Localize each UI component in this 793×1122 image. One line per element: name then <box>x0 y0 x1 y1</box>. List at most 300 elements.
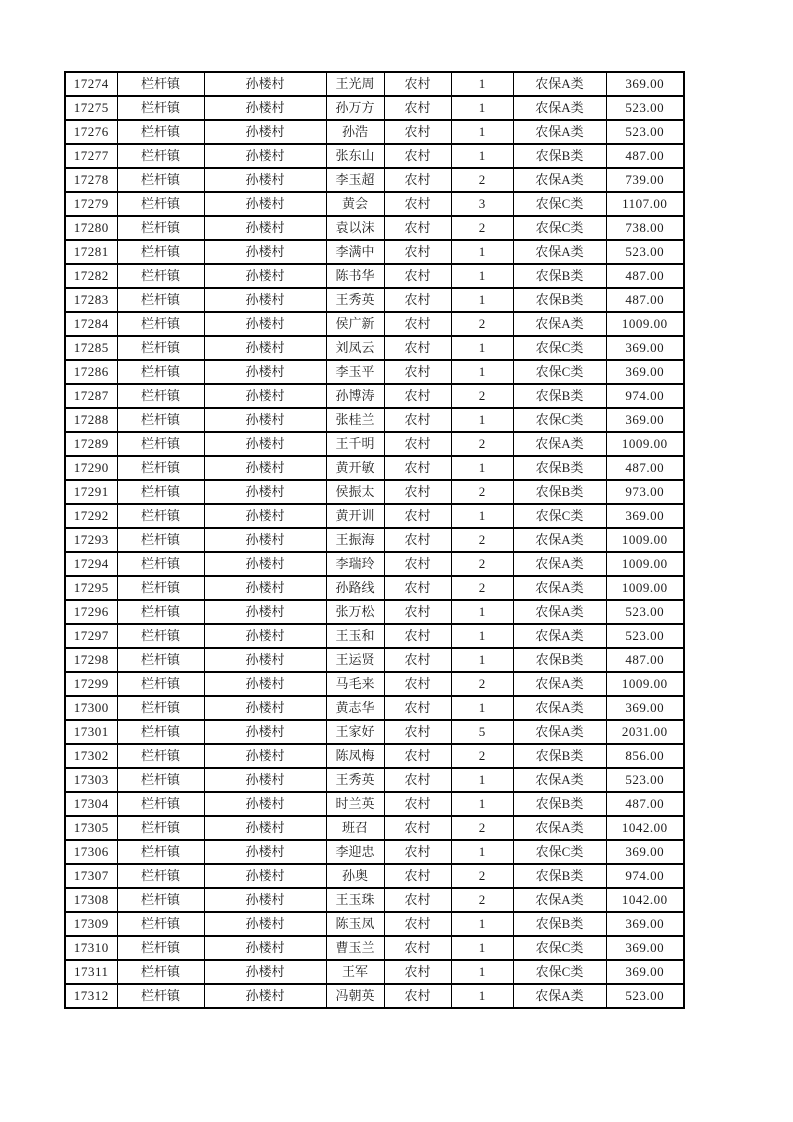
cell-record-id: 17284 <box>65 312 117 336</box>
cell-insurance-category: 农保C类 <box>513 408 606 432</box>
cell-amount: 369.00 <box>606 72 684 96</box>
cell-village: 孙楼村 <box>204 552 326 576</box>
table-row <box>65 312 684 336</box>
cell-person-name: 王秀英 <box>326 288 384 312</box>
cell-record-id: 17285 <box>65 336 117 360</box>
cell-person-count: 1 <box>451 72 513 96</box>
cell-town: 栏杆镇 <box>117 840 204 864</box>
cell-village: 孙楼村 <box>204 912 326 936</box>
cell-village: 孙楼村 <box>204 504 326 528</box>
cell-village: 孙楼村 <box>204 168 326 192</box>
table-row <box>65 888 684 912</box>
cell-village: 孙楼村 <box>204 744 326 768</box>
cell-person-count: 2 <box>451 168 513 192</box>
cell-record-id: 17309 <box>65 912 117 936</box>
cell-village: 孙楼村 <box>204 840 326 864</box>
table-row <box>65 624 684 648</box>
cell-amount: 973.00 <box>606 480 684 504</box>
cell-amount: 1009.00 <box>606 576 684 600</box>
cell-village: 孙楼村 <box>204 720 326 744</box>
table-row <box>65 936 684 960</box>
cell-residence-type: 农村 <box>384 144 451 168</box>
table-row <box>65 600 684 624</box>
cell-person-name: 袁以沫 <box>326 216 384 240</box>
cell-village: 孙楼村 <box>204 312 326 336</box>
cell-person-name: 王运贤 <box>326 648 384 672</box>
cell-person-name: 黄志华 <box>326 696 384 720</box>
cell-residence-type: 农村 <box>384 96 451 120</box>
cell-residence-type: 农村 <box>384 336 451 360</box>
cell-residence-type: 农村 <box>384 960 451 984</box>
cell-person-count: 1 <box>451 144 513 168</box>
cell-person-name: 孙奥 <box>326 864 384 888</box>
cell-record-id: 17295 <box>65 576 117 600</box>
cell-insurance-category: 农保A类 <box>513 720 606 744</box>
cell-insurance-category: 农保A类 <box>513 888 606 912</box>
cell-town: 栏杆镇 <box>117 312 204 336</box>
cell-person-name: 陈书华 <box>326 264 384 288</box>
cell-residence-type: 农村 <box>384 864 451 888</box>
cell-residence-type: 农村 <box>384 696 451 720</box>
cell-person-count: 1 <box>451 912 513 936</box>
table-row <box>65 336 684 360</box>
cell-town: 栏杆镇 <box>117 888 204 912</box>
table-row <box>65 168 684 192</box>
cell-village: 孙楼村 <box>204 384 326 408</box>
cell-village: 孙楼村 <box>204 864 326 888</box>
cell-residence-type: 农村 <box>384 72 451 96</box>
cell-person-count: 1 <box>451 792 513 816</box>
cell-village: 孙楼村 <box>204 360 326 384</box>
cell-town: 栏杆镇 <box>117 816 204 840</box>
cell-town: 栏杆镇 <box>117 360 204 384</box>
cell-person-name: 黄会 <box>326 192 384 216</box>
cell-person-count: 1 <box>451 984 513 1008</box>
cell-village: 孙楼村 <box>204 672 326 696</box>
cell-person-count: 1 <box>451 120 513 144</box>
cell-amount: 487.00 <box>606 456 684 480</box>
cell-amount: 369.00 <box>606 360 684 384</box>
table-row <box>65 696 684 720</box>
cell-person-count: 3 <box>451 192 513 216</box>
cell-town: 栏杆镇 <box>117 168 204 192</box>
cell-village: 孙楼村 <box>204 624 326 648</box>
cell-insurance-category: 农保A类 <box>513 72 606 96</box>
cell-record-id: 17277 <box>65 144 117 168</box>
cell-town: 栏杆镇 <box>117 288 204 312</box>
cell-record-id: 17290 <box>65 456 117 480</box>
cell-residence-type: 农村 <box>384 792 451 816</box>
cell-person-count: 2 <box>451 312 513 336</box>
cell-town: 栏杆镇 <box>117 552 204 576</box>
cell-insurance-category: 农保C类 <box>513 936 606 960</box>
table-row <box>65 912 684 936</box>
cell-amount: 523.00 <box>606 624 684 648</box>
cell-insurance-category: 农保A类 <box>513 552 606 576</box>
cell-town: 栏杆镇 <box>117 144 204 168</box>
cell-person-count: 2 <box>451 816 513 840</box>
cell-amount: 1009.00 <box>606 432 684 456</box>
cell-person-name: 孙浩 <box>326 120 384 144</box>
cell-person-name: 王秀英 <box>326 768 384 792</box>
cell-person-count: 2 <box>451 672 513 696</box>
cell-amount: 487.00 <box>606 792 684 816</box>
table-row <box>65 192 684 216</box>
cell-person-name: 班召 <box>326 816 384 840</box>
cell-insurance-category: 农保B类 <box>513 456 606 480</box>
cell-residence-type: 农村 <box>384 576 451 600</box>
cell-town: 栏杆镇 <box>117 240 204 264</box>
cell-village: 孙楼村 <box>204 936 326 960</box>
cell-record-id: 17283 <box>65 288 117 312</box>
cell-insurance-category: 农保C类 <box>513 336 606 360</box>
cell-record-id: 17305 <box>65 816 117 840</box>
cell-person-count: 5 <box>451 720 513 744</box>
cell-insurance-category: 农保B类 <box>513 792 606 816</box>
table-row <box>65 864 684 888</box>
cell-residence-type: 农村 <box>384 264 451 288</box>
table-row <box>65 384 684 408</box>
table-row <box>65 840 684 864</box>
table-row <box>65 576 684 600</box>
cell-record-id: 17286 <box>65 360 117 384</box>
table-row <box>65 120 684 144</box>
cell-amount: 369.00 <box>606 840 684 864</box>
table-row <box>65 264 684 288</box>
cell-insurance-category: 农保A类 <box>513 240 606 264</box>
cell-insurance-category: 农保A类 <box>513 120 606 144</box>
cell-amount: 487.00 <box>606 288 684 312</box>
cell-residence-type: 农村 <box>384 408 451 432</box>
cell-amount: 739.00 <box>606 168 684 192</box>
cell-residence-type: 农村 <box>384 936 451 960</box>
cell-amount: 1009.00 <box>606 552 684 576</box>
cell-town: 栏杆镇 <box>117 264 204 288</box>
cell-insurance-category: 农保A类 <box>513 816 606 840</box>
cell-town: 栏杆镇 <box>117 216 204 240</box>
cell-residence-type: 农村 <box>384 552 451 576</box>
cell-residence-type: 农村 <box>384 624 451 648</box>
cell-person-count: 1 <box>451 504 513 528</box>
cell-record-id: 17303 <box>65 768 117 792</box>
cell-person-count: 1 <box>451 840 513 864</box>
cell-record-id: 17312 <box>65 984 117 1008</box>
cell-person-count: 1 <box>451 696 513 720</box>
cell-residence-type: 农村 <box>384 168 451 192</box>
cell-record-id: 17291 <box>65 480 117 504</box>
cell-record-id: 17275 <box>65 96 117 120</box>
cell-amount: 487.00 <box>606 648 684 672</box>
cell-residence-type: 农村 <box>384 768 451 792</box>
cell-insurance-category: 农保B类 <box>513 864 606 888</box>
table-row <box>65 504 684 528</box>
cell-insurance-category: 农保C类 <box>513 504 606 528</box>
cell-amount: 523.00 <box>606 120 684 144</box>
cell-insurance-category: 农保B类 <box>513 912 606 936</box>
cell-person-count: 2 <box>451 528 513 552</box>
table-row <box>65 648 684 672</box>
table-row <box>65 672 684 696</box>
cell-person-count: 2 <box>451 552 513 576</box>
cell-record-id: 17308 <box>65 888 117 912</box>
table-row <box>65 480 684 504</box>
cell-person-name: 马毛来 <box>326 672 384 696</box>
cell-amount: 369.00 <box>606 408 684 432</box>
cell-insurance-category: 农保B类 <box>513 288 606 312</box>
cell-amount: 1042.00 <box>606 888 684 912</box>
cell-insurance-category: 农保C类 <box>513 192 606 216</box>
table-row <box>65 552 684 576</box>
cell-town: 栏杆镇 <box>117 192 204 216</box>
cell-record-id: 17304 <box>65 792 117 816</box>
cell-village: 孙楼村 <box>204 792 326 816</box>
cell-amount: 369.00 <box>606 504 684 528</box>
cell-village: 孙楼村 <box>204 696 326 720</box>
cell-person-name: 李玉平 <box>326 360 384 384</box>
cell-person-count: 1 <box>451 960 513 984</box>
cell-person-name: 刘凤云 <box>326 336 384 360</box>
cell-village: 孙楼村 <box>204 72 326 96</box>
cell-person-count: 2 <box>451 864 513 888</box>
cell-insurance-category: 农保A类 <box>513 696 606 720</box>
cell-record-id: 17278 <box>65 168 117 192</box>
table-row <box>65 792 684 816</box>
table-row <box>65 408 684 432</box>
cell-insurance-category: 农保A类 <box>513 312 606 336</box>
cell-amount: 1009.00 <box>606 312 684 336</box>
cell-village: 孙楼村 <box>204 192 326 216</box>
cell-record-id: 17292 <box>65 504 117 528</box>
cell-town: 栏杆镇 <box>117 936 204 960</box>
table-row <box>65 72 684 96</box>
cell-amount: 487.00 <box>606 144 684 168</box>
cell-residence-type: 农村 <box>384 288 451 312</box>
table-row <box>65 144 684 168</box>
cell-person-count: 1 <box>451 408 513 432</box>
cell-amount: 487.00 <box>606 264 684 288</box>
cell-insurance-category: 农保A类 <box>513 672 606 696</box>
cell-residence-type: 农村 <box>384 912 451 936</box>
cell-residence-type: 农村 <box>384 120 451 144</box>
cell-person-count: 1 <box>451 600 513 624</box>
cell-insurance-category: 农保C类 <box>513 840 606 864</box>
cell-person-name: 王玉和 <box>326 624 384 648</box>
table-row <box>65 960 684 984</box>
cell-person-name: 王振海 <box>326 528 384 552</box>
cell-town: 栏杆镇 <box>117 384 204 408</box>
cell-residence-type: 农村 <box>384 840 451 864</box>
cell-person-count: 2 <box>451 888 513 912</box>
cell-insurance-category: 农保A类 <box>513 96 606 120</box>
cell-amount: 1009.00 <box>606 672 684 696</box>
table-row <box>65 720 684 744</box>
cell-residence-type: 农村 <box>384 432 451 456</box>
cell-record-id: 17279 <box>65 192 117 216</box>
cell-insurance-category: 农保A类 <box>513 768 606 792</box>
cell-village: 孙楼村 <box>204 144 326 168</box>
records-table-body <box>65 72 684 1008</box>
cell-town: 栏杆镇 <box>117 600 204 624</box>
cell-person-name: 张万松 <box>326 600 384 624</box>
cell-residence-type: 农村 <box>384 504 451 528</box>
cell-residence-type: 农村 <box>384 744 451 768</box>
cell-town: 栏杆镇 <box>117 960 204 984</box>
cell-town: 栏杆镇 <box>117 696 204 720</box>
cell-person-count: 1 <box>451 648 513 672</box>
cell-record-id: 17280 <box>65 216 117 240</box>
cell-amount: 523.00 <box>606 240 684 264</box>
cell-person-name: 李玉超 <box>326 168 384 192</box>
cell-person-name: 曹玉兰 <box>326 936 384 960</box>
cell-insurance-category: 农保B类 <box>513 384 606 408</box>
cell-person-count: 2 <box>451 576 513 600</box>
cell-person-count: 2 <box>451 384 513 408</box>
cell-residence-type: 农村 <box>384 312 451 336</box>
table-row <box>65 744 684 768</box>
cell-record-id: 17302 <box>65 744 117 768</box>
cell-person-name: 侯振太 <box>326 480 384 504</box>
cell-amount: 523.00 <box>606 984 684 1008</box>
cell-village: 孙楼村 <box>204 768 326 792</box>
cell-town: 栏杆镇 <box>117 576 204 600</box>
cell-person-count: 1 <box>451 288 513 312</box>
cell-village: 孙楼村 <box>204 96 326 120</box>
cell-town: 栏杆镇 <box>117 432 204 456</box>
cell-residence-type: 农村 <box>384 672 451 696</box>
cell-amount: 369.00 <box>606 696 684 720</box>
table-row <box>65 216 684 240</box>
cell-insurance-category: 农保B类 <box>513 264 606 288</box>
table-row <box>65 528 684 552</box>
cell-person-count: 1 <box>451 264 513 288</box>
cell-record-id: 17306 <box>65 840 117 864</box>
cell-residence-type: 农村 <box>384 456 451 480</box>
cell-village: 孙楼村 <box>204 984 326 1008</box>
cell-town: 栏杆镇 <box>117 96 204 120</box>
cell-person-name: 孙路线 <box>326 576 384 600</box>
cell-town: 栏杆镇 <box>117 864 204 888</box>
cell-residence-type: 农村 <box>384 600 451 624</box>
cell-record-id: 17296 <box>65 600 117 624</box>
cell-amount: 738.00 <box>606 216 684 240</box>
cell-insurance-category: 农保A类 <box>513 624 606 648</box>
cell-record-id: 17307 <box>65 864 117 888</box>
cell-insurance-category: 农保A类 <box>513 432 606 456</box>
cell-person-count: 1 <box>451 768 513 792</box>
cell-town: 栏杆镇 <box>117 624 204 648</box>
cell-village: 孙楼村 <box>204 600 326 624</box>
cell-person-name: 王玉珠 <box>326 888 384 912</box>
cell-person-name: 陈玉凤 <box>326 912 384 936</box>
cell-person-name: 李迎忠 <box>326 840 384 864</box>
cell-person-name: 王军 <box>326 960 384 984</box>
cell-amount: 974.00 <box>606 384 684 408</box>
cell-person-name: 王光周 <box>326 72 384 96</box>
table-row <box>65 360 684 384</box>
cell-insurance-category: 农保A类 <box>513 984 606 1008</box>
cell-amount: 1107.00 <box>606 192 684 216</box>
cell-person-name: 时兰英 <box>326 792 384 816</box>
cell-insurance-category: 农保A类 <box>513 600 606 624</box>
table-row <box>65 768 684 792</box>
cell-village: 孙楼村 <box>204 528 326 552</box>
cell-record-id: 17281 <box>65 240 117 264</box>
cell-village: 孙楼村 <box>204 216 326 240</box>
cell-insurance-category: 农保C类 <box>513 216 606 240</box>
cell-person-name: 张桂兰 <box>326 408 384 432</box>
cell-town: 栏杆镇 <box>117 744 204 768</box>
cell-person-name: 王家好 <box>326 720 384 744</box>
cell-record-id: 17311 <box>65 960 117 984</box>
cell-amount: 369.00 <box>606 336 684 360</box>
cell-record-id: 17294 <box>65 552 117 576</box>
cell-village: 孙楼村 <box>204 336 326 360</box>
table-row <box>65 456 684 480</box>
cell-town: 栏杆镇 <box>117 792 204 816</box>
cell-insurance-category: 农保B类 <box>513 744 606 768</box>
table-row <box>65 984 684 1008</box>
cell-amount: 1009.00 <box>606 528 684 552</box>
cell-record-id: 17289 <box>65 432 117 456</box>
cell-village: 孙楼村 <box>204 456 326 480</box>
cell-person-count: 1 <box>451 456 513 480</box>
cell-person-name: 黄开敏 <box>326 456 384 480</box>
cell-residence-type: 农村 <box>384 720 451 744</box>
cell-amount: 974.00 <box>606 864 684 888</box>
cell-person-name: 李满中 <box>326 240 384 264</box>
cell-person-count: 2 <box>451 432 513 456</box>
cell-residence-type: 农村 <box>384 528 451 552</box>
cell-residence-type: 农村 <box>384 816 451 840</box>
cell-town: 栏杆镇 <box>117 120 204 144</box>
cell-person-name: 陈凤梅 <box>326 744 384 768</box>
cell-town: 栏杆镇 <box>117 408 204 432</box>
cell-person-count: 1 <box>451 96 513 120</box>
cell-town: 栏杆镇 <box>117 912 204 936</box>
cell-person-name: 冯朝英 <box>326 984 384 1008</box>
records-table <box>64 71 685 1009</box>
cell-amount: 369.00 <box>606 936 684 960</box>
cell-record-id: 17276 <box>65 120 117 144</box>
cell-insurance-category: 农保A类 <box>513 576 606 600</box>
cell-record-id: 17300 <box>65 696 117 720</box>
cell-amount: 369.00 <box>606 912 684 936</box>
cell-village: 孙楼村 <box>204 816 326 840</box>
cell-town: 栏杆镇 <box>117 72 204 96</box>
cell-residence-type: 农村 <box>384 888 451 912</box>
cell-village: 孙楼村 <box>204 576 326 600</box>
cell-town: 栏杆镇 <box>117 504 204 528</box>
cell-town: 栏杆镇 <box>117 648 204 672</box>
cell-village: 孙楼村 <box>204 288 326 312</box>
cell-insurance-category: 农保C类 <box>513 960 606 984</box>
cell-amount: 2031.00 <box>606 720 684 744</box>
cell-town: 栏杆镇 <box>117 984 204 1008</box>
cell-person-count: 1 <box>451 360 513 384</box>
cell-town: 栏杆镇 <box>117 768 204 792</box>
cell-residence-type: 农村 <box>384 216 451 240</box>
table-row <box>65 96 684 120</box>
cell-record-id: 17299 <box>65 672 117 696</box>
cell-record-id: 17310 <box>65 936 117 960</box>
cell-person-name: 侯广新 <box>326 312 384 336</box>
cell-person-count: 1 <box>451 936 513 960</box>
cell-record-id: 17288 <box>65 408 117 432</box>
cell-insurance-category: 农保C类 <box>513 360 606 384</box>
cell-residence-type: 农村 <box>384 384 451 408</box>
cell-person-count: 2 <box>451 744 513 768</box>
cell-record-id: 17282 <box>65 264 117 288</box>
